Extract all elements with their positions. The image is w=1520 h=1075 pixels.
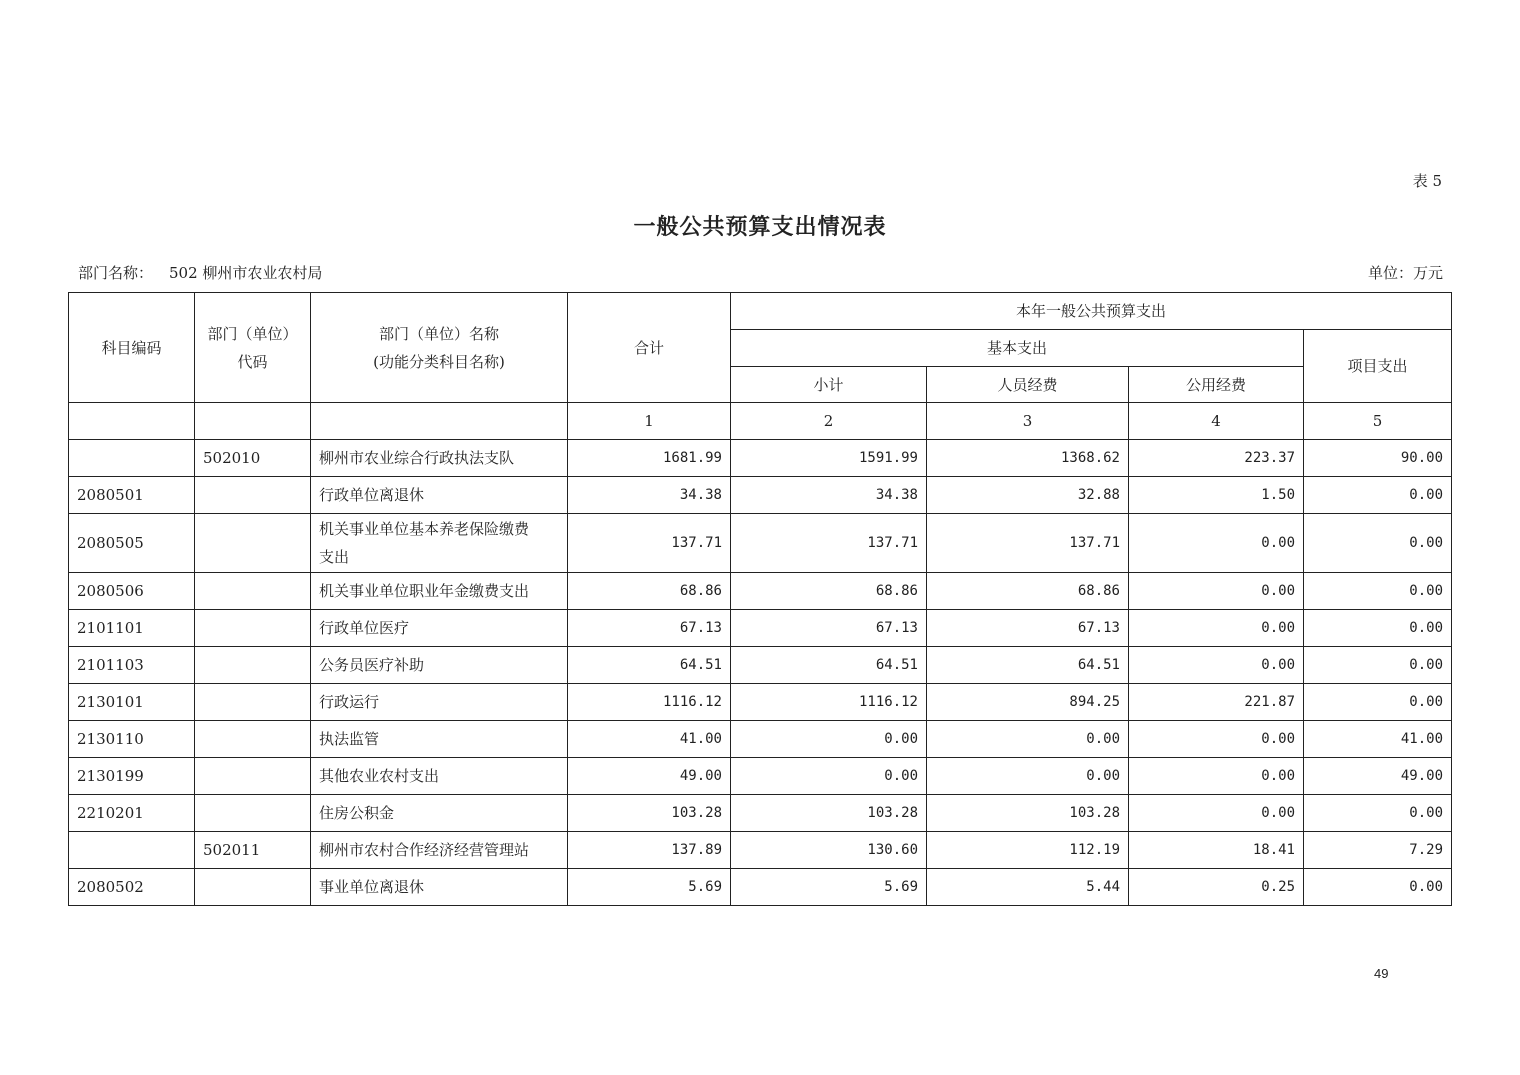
table-number: 表 5 bbox=[1412, 172, 1442, 190]
cell-project: 41.00 bbox=[1304, 721, 1452, 758]
header-index-blank bbox=[311, 403, 568, 440]
cell-dept-code: 502010 bbox=[195, 440, 311, 477]
cell-total: 103.28 bbox=[568, 795, 731, 832]
header-index-4: 4 bbox=[1129, 403, 1304, 440]
cell-code: 2080501 bbox=[69, 477, 195, 514]
cell-name-line1: 机关事业单位职业年金缴费支出 bbox=[319, 582, 530, 600]
cell-project: 0.00 bbox=[1304, 477, 1452, 514]
cell-name bbox=[311, 610, 568, 647]
header-index-2: 2 bbox=[731, 403, 927, 440]
table-row bbox=[69, 610, 1452, 647]
cell-project: 0.00 bbox=[1304, 795, 1452, 832]
cell-personnel: 0.00 bbox=[927, 721, 1129, 758]
cell-subtotal: 34.38 bbox=[731, 477, 927, 514]
cell-project: 0.00 bbox=[1304, 573, 1452, 610]
table-row bbox=[69, 869, 1452, 906]
cell-code: 2101103 bbox=[69, 647, 195, 684]
cell-name bbox=[311, 869, 568, 906]
cell-public: 0.00 bbox=[1129, 514, 1304, 573]
cell-total: 5.69 bbox=[568, 869, 731, 906]
table-row bbox=[69, 758, 1452, 795]
cell-code: 2080506 bbox=[69, 573, 195, 610]
header-dept-code-line2: 代码 bbox=[237, 352, 268, 371]
cell-public: 0.00 bbox=[1129, 795, 1304, 832]
cell-subtotal: 5.69 bbox=[731, 869, 927, 906]
cell-dept-code bbox=[195, 477, 311, 514]
cell-subtotal: 67.13 bbox=[731, 610, 927, 647]
cell-personnel: 1368.62 bbox=[927, 440, 1129, 477]
cell-code: 2210201 bbox=[69, 795, 195, 832]
table-row bbox=[69, 647, 1452, 684]
cell-project: 0.00 bbox=[1304, 610, 1452, 647]
cell-name-line1: 柳州市农业综合行政执法支队 bbox=[319, 449, 515, 467]
cell-personnel: 0.00 bbox=[927, 758, 1129, 795]
header-dept-name-line2: (功能分类科目名称) bbox=[373, 352, 505, 371]
header-total: 合计 bbox=[568, 293, 731, 403]
cell-name bbox=[311, 573, 568, 610]
cell-name bbox=[311, 684, 568, 721]
cell-subtotal: 137.71 bbox=[731, 514, 927, 573]
cell-name bbox=[311, 514, 568, 573]
cell-code: 2101101 bbox=[69, 610, 195, 647]
header-code: 科目编码 bbox=[69, 293, 195, 403]
cell-subtotal: 103.28 bbox=[731, 795, 927, 832]
cell-name-line1: 事业单位离退休 bbox=[319, 878, 425, 896]
cell-public: 0.25 bbox=[1129, 869, 1304, 906]
cell-code: 2130110 bbox=[69, 721, 195, 758]
cell-name-line1: 执法监管 bbox=[319, 730, 380, 748]
cell-total: 41.00 bbox=[568, 721, 731, 758]
cell-name bbox=[311, 758, 568, 795]
header-dept-name bbox=[311, 293, 568, 403]
cell-subtotal: 68.86 bbox=[731, 573, 927, 610]
cell-personnel: 894.25 bbox=[927, 684, 1129, 721]
cell-name-line1: 其他农业农村支出 bbox=[319, 767, 440, 785]
cell-subtotal: 64.51 bbox=[731, 647, 927, 684]
header-index-blank bbox=[69, 403, 195, 440]
cell-total: 1116.12 bbox=[568, 684, 731, 721]
cell-project: 49.00 bbox=[1304, 758, 1452, 795]
table-row bbox=[69, 795, 1452, 832]
header-dept-name-line1: 部门（单位）名称 bbox=[378, 324, 499, 343]
cell-public: 0.00 bbox=[1129, 721, 1304, 758]
table-row bbox=[69, 440, 1452, 477]
cell-code bbox=[69, 832, 195, 869]
cell-public: 18.41 bbox=[1129, 832, 1304, 869]
cell-dept-code bbox=[195, 573, 311, 610]
cell-project: 90.00 bbox=[1304, 440, 1452, 477]
cell-name-line1: 住房公积金 bbox=[319, 804, 395, 822]
cell-personnel: 32.88 bbox=[927, 477, 1129, 514]
cell-personnel: 103.28 bbox=[927, 795, 1129, 832]
unit-label: 单位：万元 bbox=[1367, 264, 1443, 282]
cell-dept-code bbox=[195, 610, 311, 647]
header-basic: 基本支出 bbox=[731, 330, 1304, 367]
header-subtotal: 小计 bbox=[731, 367, 927, 403]
cell-name bbox=[311, 440, 568, 477]
cell-dept-code bbox=[195, 514, 311, 573]
header-index-1: 1 bbox=[568, 403, 731, 440]
table-row bbox=[69, 832, 1452, 869]
page-title: 一般公共预算支出情况表 bbox=[633, 214, 887, 240]
cell-total: 34.38 bbox=[568, 477, 731, 514]
cell-name-line1: 行政单位离退休 bbox=[319, 486, 425, 504]
header-index-3: 3 bbox=[927, 403, 1129, 440]
table-body bbox=[69, 440, 1452, 906]
cell-name bbox=[311, 477, 568, 514]
cell-public: 0.00 bbox=[1129, 573, 1304, 610]
budget-table bbox=[68, 292, 1452, 906]
cell-name-line1: 公务员医疗补助 bbox=[319, 656, 425, 674]
table-row bbox=[69, 684, 1452, 721]
cell-personnel: 64.51 bbox=[927, 647, 1129, 684]
cell-project: 0.00 bbox=[1304, 647, 1452, 684]
cell-personnel: 67.13 bbox=[927, 610, 1129, 647]
cell-public: 0.00 bbox=[1129, 610, 1304, 647]
page-number: 49 bbox=[1374, 966, 1389, 981]
cell-name bbox=[311, 647, 568, 684]
header-public: 公用经费 bbox=[1129, 367, 1304, 403]
cell-subtotal: 0.00 bbox=[731, 721, 927, 758]
header-index-5: 5 bbox=[1304, 403, 1452, 440]
header-dept-code-line1: 部门（单位） bbox=[207, 324, 298, 343]
cell-total: 49.00 bbox=[568, 758, 731, 795]
cell-name-line2: 支出 bbox=[319, 548, 350, 566]
cell-total: 68.86 bbox=[568, 573, 731, 610]
cell-name-line1: 柳州市农村合作经济经营管理站 bbox=[319, 841, 530, 859]
cell-code: 2130101 bbox=[69, 684, 195, 721]
cell-public: 223.37 bbox=[1129, 440, 1304, 477]
cell-dept-code bbox=[195, 869, 311, 906]
cell-project: 0.00 bbox=[1304, 869, 1452, 906]
cell-total: 64.51 bbox=[568, 647, 731, 684]
cell-project: 7.29 bbox=[1304, 832, 1452, 869]
department-line bbox=[78, 262, 322, 283]
table-header bbox=[69, 293, 1452, 440]
cell-dept-code bbox=[195, 721, 311, 758]
cell-code: 2080505 bbox=[69, 514, 195, 573]
table-row bbox=[69, 477, 1452, 514]
cell-dept-code: 502011 bbox=[195, 832, 311, 869]
cell-name-line1: 行政运行 bbox=[319, 693, 380, 711]
cell-name bbox=[311, 721, 568, 758]
header-personnel: 人员经费 bbox=[927, 367, 1129, 403]
cell-personnel: 5.44 bbox=[927, 869, 1129, 906]
cell-dept-code bbox=[195, 684, 311, 721]
cell-personnel: 112.19 bbox=[927, 832, 1129, 869]
table-row bbox=[69, 573, 1452, 610]
cell-code: 2130199 bbox=[69, 758, 195, 795]
cell-dept-code bbox=[195, 795, 311, 832]
department-label: 部门名称： bbox=[78, 264, 154, 282]
cell-public: 1.50 bbox=[1129, 477, 1304, 514]
cell-subtotal: 1116.12 bbox=[731, 684, 927, 721]
cell-personnel: 137.71 bbox=[927, 514, 1129, 573]
cell-name-line1: 机关事业单位基本养老保险缴费 bbox=[319, 520, 530, 538]
table-row bbox=[69, 721, 1452, 758]
cell-code bbox=[69, 440, 195, 477]
cell-project: 0.00 bbox=[1304, 684, 1452, 721]
department-value: 502 柳州市农业农村局 bbox=[169, 264, 323, 282]
cell-subtotal: 0.00 bbox=[731, 758, 927, 795]
header-dept-code bbox=[195, 293, 311, 403]
cell-subtotal: 1591.99 bbox=[731, 440, 927, 477]
cell-total: 137.89 bbox=[568, 832, 731, 869]
cell-public: 0.00 bbox=[1129, 758, 1304, 795]
header-current-year: 本年一般公共预算支出 bbox=[731, 293, 1452, 330]
table-row bbox=[69, 514, 1452, 573]
cell-public: 0.00 bbox=[1129, 647, 1304, 684]
cell-total: 137.71 bbox=[568, 514, 731, 573]
cell-project: 0.00 bbox=[1304, 514, 1452, 573]
header-index-blank bbox=[195, 403, 311, 440]
cell-dept-code bbox=[195, 647, 311, 684]
cell-subtotal: 130.60 bbox=[731, 832, 927, 869]
cell-dept-code bbox=[195, 758, 311, 795]
cell-total: 67.13 bbox=[568, 610, 731, 647]
cell-personnel: 68.86 bbox=[927, 573, 1129, 610]
header-project: 项目支出 bbox=[1304, 330, 1452, 403]
cell-public: 221.87 bbox=[1129, 684, 1304, 721]
cell-name bbox=[311, 832, 568, 869]
cell-code: 2080502 bbox=[69, 869, 195, 906]
cell-name-line1: 行政单位医疗 bbox=[319, 619, 410, 637]
cell-name bbox=[311, 795, 568, 832]
cell-total: 1681.99 bbox=[568, 440, 731, 477]
